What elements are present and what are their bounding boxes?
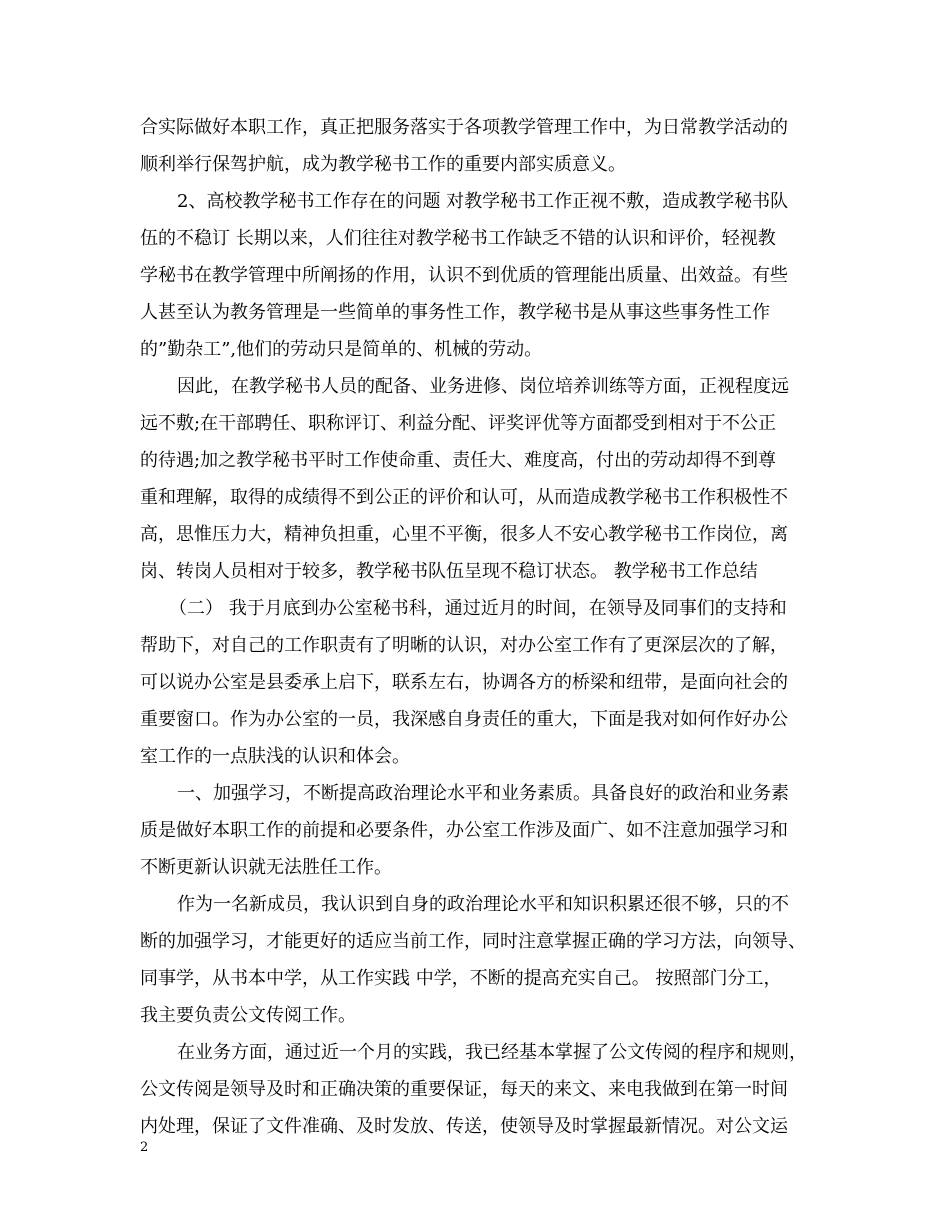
text-line: 远不敷;在干部聘任、职称评订、利益分配、评奖评优等方面都受到相对于不公正 bbox=[140, 413, 777, 434]
text-line: 的”勤杂工”,他们的劳动只是简单的、机械的劳动。 bbox=[140, 339, 543, 360]
text-line: 室工作的一点肤浅的认识和体会。 bbox=[140, 746, 410, 767]
text-line: 作为一名新成员，我认识到自身的政治理论水平和知识积累还很不够，只的不 bbox=[177, 894, 789, 915]
text-line: 顺利举行保驾护航，成为教学秘书工作的重要内部实质意义。 bbox=[140, 154, 626, 175]
text-line: 可以说办公室是县委承上启下，联系左右，协调各方的桥梁和纽带，是面向社会的 bbox=[140, 672, 788, 693]
text-line: 帮助下，对自己的工作职责有了明晰的认识，对办公室工作有了更深层次的了解， bbox=[140, 635, 788, 656]
text-line: 质是做好本职工作的前提和必要条件，办公室工作涉及面广、如不注意加强学习和 bbox=[140, 820, 788, 841]
text-line: 学秘书在教学管理中所阐扬的作用，认识不到优质的管理能出质量、出效益。有些 bbox=[140, 265, 788, 286]
text-line: 重和理解，取得的成绩得不到公正的评价和认可，从而造成教学秘书工作积极性不 bbox=[140, 487, 788, 508]
page-number: 2 bbox=[140, 1140, 149, 1155]
text-line: 人甚至认为教务管理是一些简单的事务性工作，教学秘书是从事这些事务性工作 bbox=[140, 302, 770, 323]
text-line: 重要窗口。作为办公室的一员，我深感自身责任的重大，下面是我对如何作好办公 bbox=[140, 709, 788, 730]
text-line: 的待遇;加之教学秘书平时工作使命重、责任大、难度高，付出的劳动却得不到尊 bbox=[140, 450, 777, 471]
text-line: 高，思惟压力大，精神负担重，心里不平衡，很多人不安心教学秘书工作岗位，离 bbox=[140, 524, 788, 545]
text-line: 伍的不稳订 长期以来，人们往往对教学秘书工作缺乏不错的认识和评价，轻视教 bbox=[140, 228, 776, 249]
text-line: 在业务方面，通过近一个月的实践，我已经基本掌握了公文传阅的程序和规则， bbox=[177, 1042, 807, 1063]
text-line: 因此，在教学秘书人员的配备、业务进修、岗位培养训练等方面，正视程度远 bbox=[177, 376, 789, 397]
text-line: 公文传阅是领导及时和正确决策的重要保证，每天的来文、来电我做到在第一时间 bbox=[140, 1079, 788, 1100]
text-line: 内处理，保证了文件准确、及时发放、传送，使领导及时掌握最新情况。对公文运 bbox=[140, 1116, 788, 1137]
text-line: 我主要负责公文传阅工作。 bbox=[140, 1005, 356, 1026]
text-line: 2、高校教学秘书工作存在的问题 对教学秘书工作正视不敷，造成教学秘书队 bbox=[177, 191, 789, 212]
text-line: 同事学，从书本中学，从工作实践 中学，不断的提高充实自己。 按照部门分工， bbox=[140, 968, 782, 989]
text-line: 合实际做好本职工作，真正把服务落实于各项教学管理工作中，为日常教学活动的 bbox=[140, 117, 788, 138]
text-line: 岗、转岗人员相对于较多，教学秘书队伍呈现不稳订状态。 教学秘书工作总结 bbox=[140, 561, 758, 582]
text-line: （二） 我于月底到办公室秘书科，通过近月的时间，在领导及同事们的支持和 bbox=[169, 598, 787, 619]
text-line: 不断更新认识就无法胜任工作。 bbox=[140, 857, 392, 878]
text-line: 断的加强学习，才能更好的适应当前工作，同时注意掌握正确的学习方法，向领导、 bbox=[140, 931, 806, 952]
text-line: 一、加强学习，不断提高政治理论水平和业务素质。具备良好的政治和业务素 bbox=[177, 783, 789, 804]
